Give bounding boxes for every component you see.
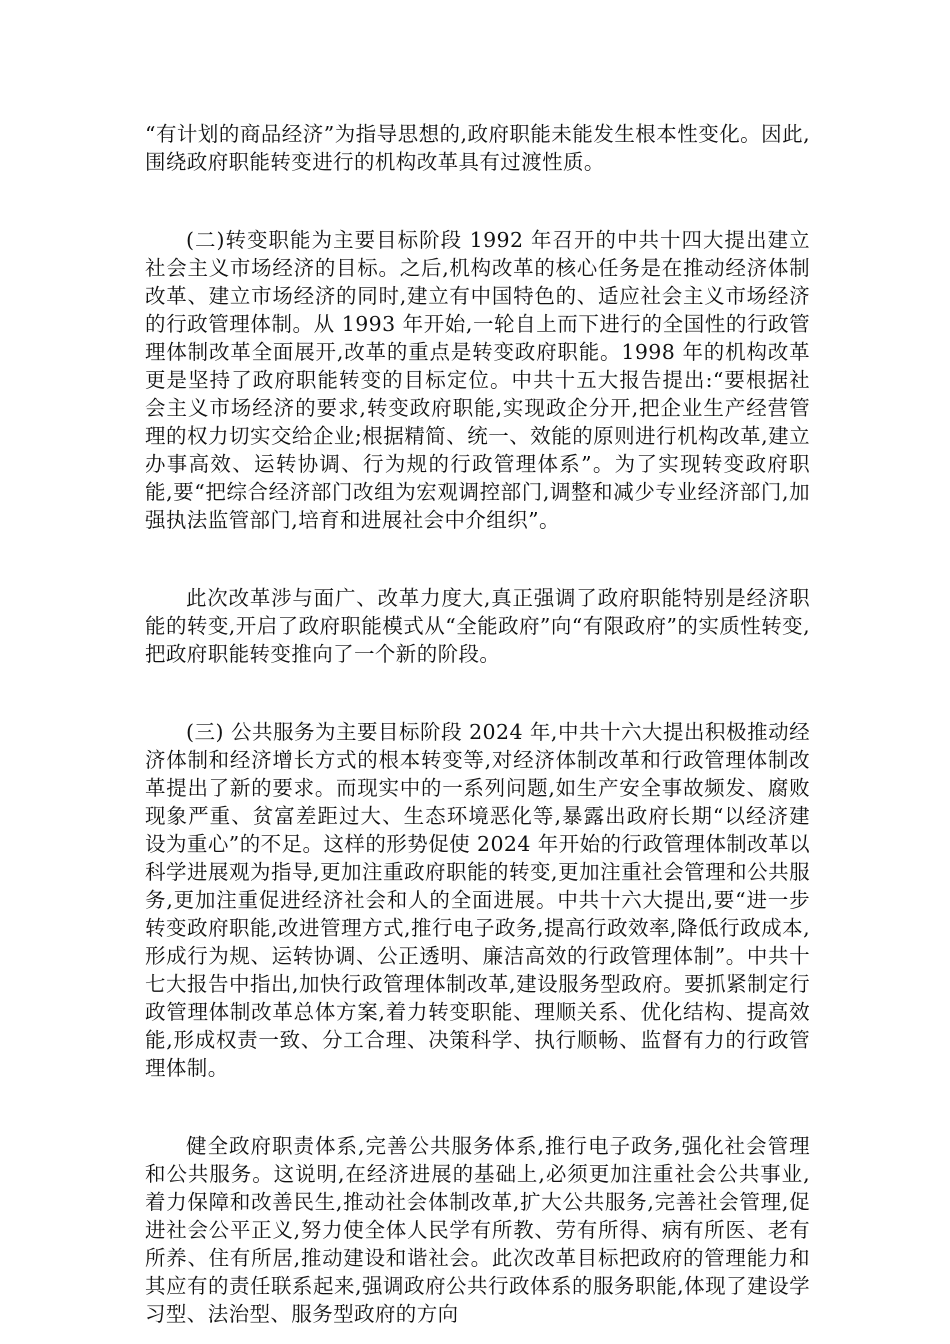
paragraph-stage-two: (二)转变职能为主要目标阶段 1992 年召开的中共十四大提出建立社会主义市场经济的目标。之后,机构改革的核心任务是在推动经济体制改革、建立市场经济的同时,建立有中国特色的、适应社会主义市场经济的行政管理体制。从 1993 年开始,一轮自上而下进行的全国性的行政管理体制改革全面展开,改革的重点是转变政府职能。1998 年的机构改革更是坚持了政府职能转变的目标定位。中共十五大报告提出:“要根据社会主义市场经济的要求,转变政府职能,实现政企分开,把企业生产经营管理的权力切实交给企业;根据精简、统一、效能的原则进行机构改革,建立办事高效、运转协调、行为规的行政管理体系”。为了实现转变政府职能,要“把综合经济部门改组为宏观调控部门,调整和减少专业经济部门,加强执法监管部门,培育和进展社会中介组织”。	[145, 228, 810, 532]
document-page	[145, 120, 810, 1328]
paragraph-continuation: “有计划的商品经济”为指导思想的,政府职能未能发生根本性变化。因此,围绕政府职能转变进行的机构改革具有过渡性质。	[145, 122, 810, 174]
paragraph-stage-three: (三) 公共服务为主要目标阶段 2024 年,中共十六大提出积极推动经济体制和经济增长方式的根本转变等,对经济体制改革和行政管理体制改革提出了新的要求。而现实中的一系列问题,如生产安全事故频发、腐败现象严重、贫富差距过大、生态环境恶化等,暴露出政府长期“以经济建设为重心”的不足。这样的形势促使 2024 年开始的行政管理体制改革以科学进展观为指导,更加注重政府职能的转变,更加注重社会管理和公共服务,更加注重促进经济社会和人的全面进展。中共十六大提出,要“进一步转变政府职能,改进管理方式,推行电子政务,提高行政效率,降低行政成本,形成行为规、运转协调、公正透明、廉洁高效的行政管理体制”。中共十七大报告中指出,加快行政管理体制改革,建设服务型政府。要抓紧制定行政管理体制改革总体方案,着力转变职能、理顺关系、优化结构、提高效能,形成权责一致、分工合理、决策科学、执行顺畅、监督有力的行政管理体制。	[145, 720, 810, 1080]
paragraph-reform-scope: 此次改革涉与面广、改革力度大,真正强调了政府职能特别是经济职能的转变,开启了政府职能模式从“全能政府”向“有限政府”的实质性转变,把政府职能转变推向了一个新的阶段。	[145, 586, 810, 666]
paragraph-public-service: 健全政府职责体系,完善公共服务体系,推行电子政务,强化社会管理和公共服务。这说明,在经济进展的基础上,必须更加注重社会公共事业,着力保障和改善民生,推动社会体制改革,扩大公共服务,完善社会管理,促进社会公平正义,努力使全体人民学有所教、劳有所得、病有所医、老有所养、住有所居,推动建设和谐社会。此次改革目标把政府的管理能力和其应有的责任联系起来,强调政府公共行政体系的服务职能,体现了建设学习型、法治型、服务型政府的方向	[145, 1134, 810, 1326]
